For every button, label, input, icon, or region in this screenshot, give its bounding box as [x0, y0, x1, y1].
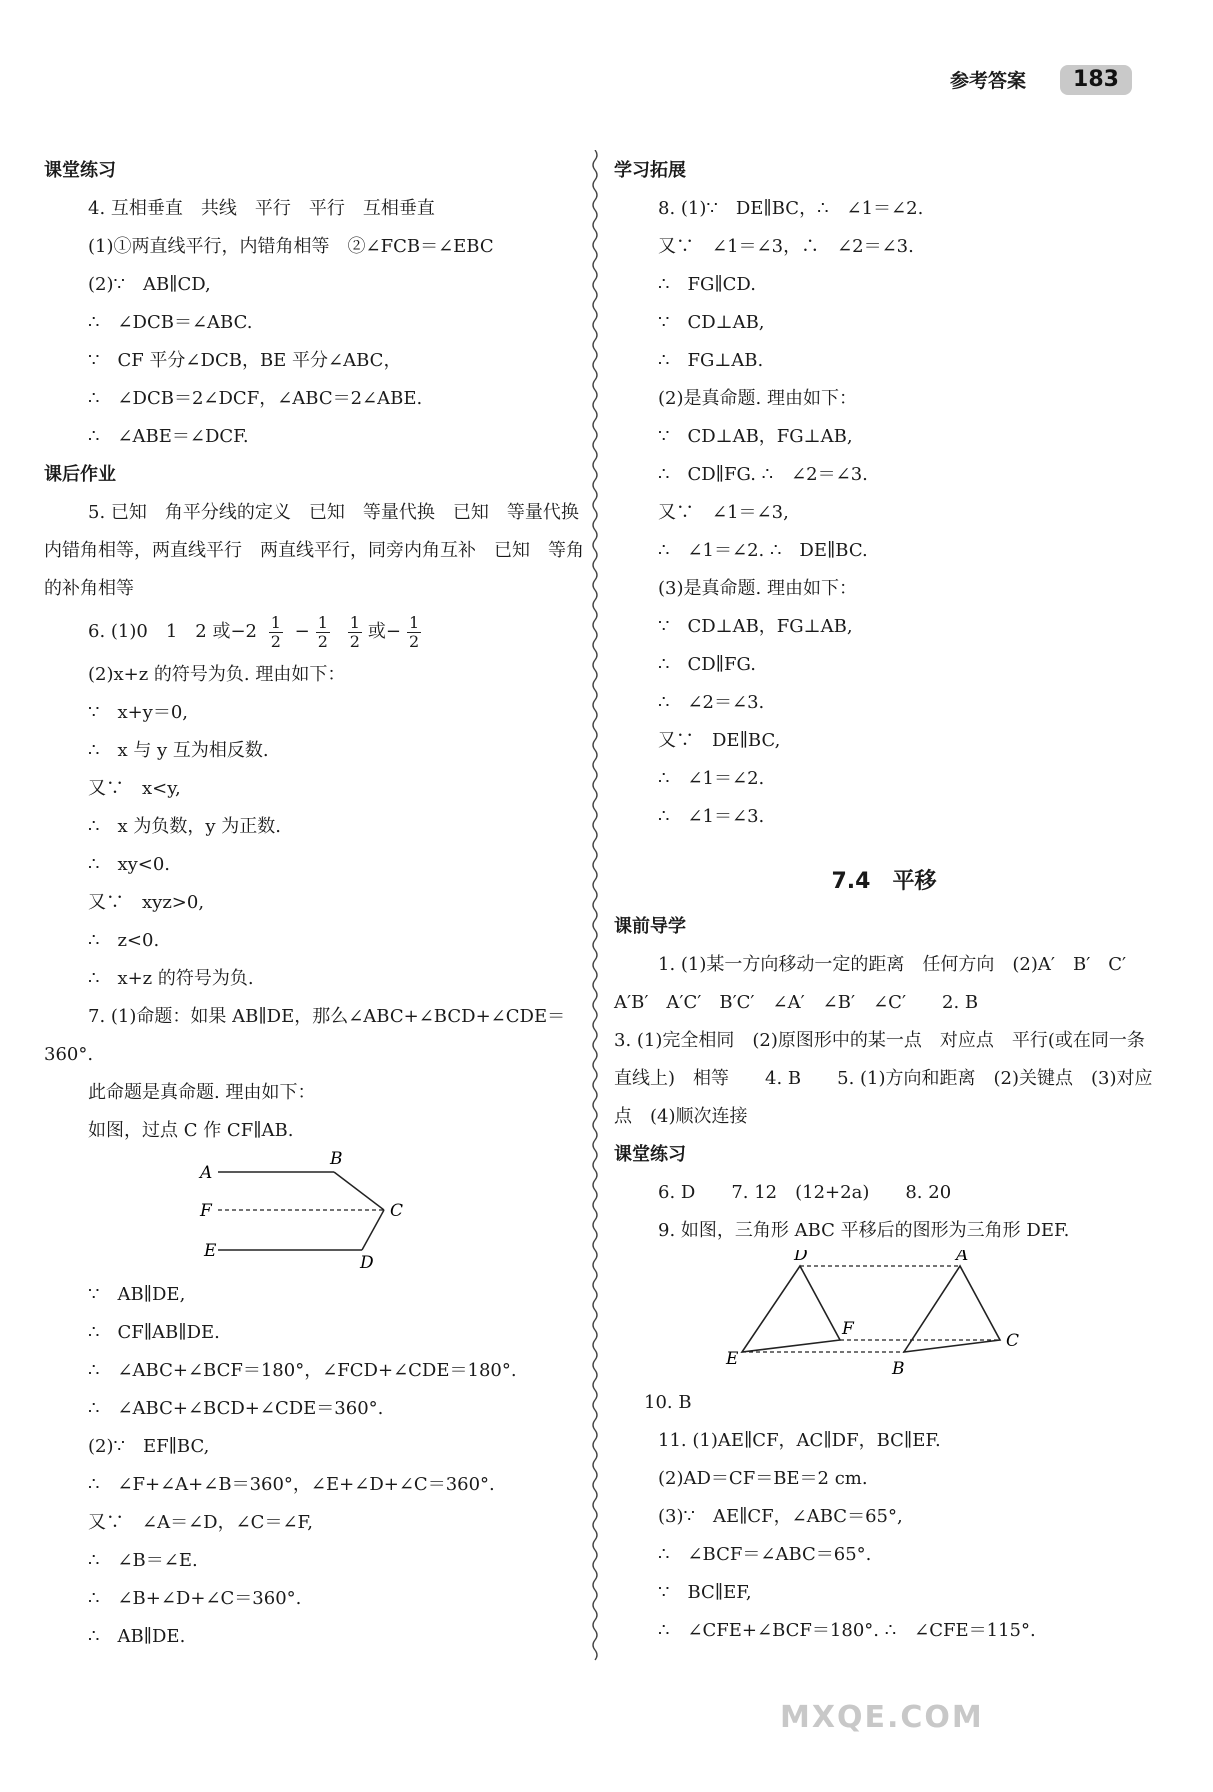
answer-line: 又∵ x<y,: [88, 778, 181, 799]
label-c: C: [1006, 1331, 1020, 1351]
answer-line: ∴ x+z 的符号为负.: [88, 968, 254, 989]
minus-sign: −: [294, 621, 310, 642]
answer-line: ∴ ∠F+∠A+∠B＝360°，∠E+∠D+∠C＝360°.: [88, 1474, 495, 1495]
section-heading-homework: 课后作业: [44, 464, 116, 485]
answer-line: ∵ CD⊥AB，FG⊥AB,: [658, 616, 853, 637]
geometry-figure-abcdef: [44, 1150, 584, 1276]
answer-line: ∴ ∠DCB＝2∠DCF，∠ABC＝2∠ABE.: [88, 388, 423, 409]
answer-line: 又∵ ∠A＝∠D，∠C＝∠F,: [88, 1512, 313, 1533]
page-number-badge: 183: [1060, 65, 1132, 95]
answer-line: 11. (1)AE∥CF，AC∥DF，BC∥EF.: [658, 1430, 941, 1451]
answer-line: ∴ CD∥FG. ∴ ∠2＝∠3.: [658, 464, 868, 485]
label-b: B: [330, 1150, 343, 1169]
answer-line: (2)是真命题. 理由如下：: [658, 388, 857, 409]
label-e: E: [726, 1349, 739, 1369]
triangle-def: [742, 1266, 840, 1352]
answer-line: 又∵ xyz>0,: [88, 892, 205, 913]
answer-line: (3)是真命题. 理由如下：: [658, 578, 857, 599]
answer-line: 6. D 7. 12 (12+2a) 8. 20: [658, 1182, 952, 1203]
triangle-abc: [904, 1266, 1000, 1352]
answer-line: ∵ x+y＝0,: [88, 702, 189, 723]
answer-line: ∴ ∠1＝∠2.: [658, 768, 765, 789]
label-f: F: [842, 1319, 854, 1339]
answer-line: ∴ ∠ABC+∠BCD+∠CDE＝360°.: [88, 1398, 384, 1419]
label-d: D: [360, 1253, 374, 1273]
right-column: [614, 152, 1154, 1650]
answer-line: ∵ AB∥DE,: [88, 1284, 186, 1305]
label-a: A: [956, 1250, 969, 1265]
figure-svg: [44, 1150, 584, 1276]
answer-line: 如图，过点 C 作 CF∥AB.: [88, 1120, 294, 1141]
answer-line: (3)∵ AE∥CF，∠ABC＝65°,: [658, 1506, 903, 1527]
section-heading-preview: 课前导学: [614, 916, 686, 937]
answer-line: ∴ CD∥FG.: [658, 654, 756, 675]
answer-line: 8. (1)∵ DE∥BC，∴ ∠1＝∠2.: [658, 198, 924, 219]
answer-line: ∴ xy<0.: [88, 854, 171, 875]
answer-line: ∴ ∠B＝∠E.: [88, 1550, 198, 1571]
answer-line: 此命题是真命题. 理由如下：: [88, 1082, 316, 1103]
answer-line: ∴ x 为负数，y 为正数.: [88, 816, 281, 837]
label-b: B: [892, 1359, 905, 1379]
answer-line: (2)∵ EF∥BC,: [88, 1436, 210, 1457]
answer-paragraph: 3. (1)完全相同 (2)原图形中的某一点 对应点 平行(或在同一条直线上) 相等 4. B 5. (1)方向和距离 (2)关键点 (3)对应点 (4)顺次连接: [614, 1030, 1153, 1127]
fraction: $\frac{1}{2}$: [408, 612, 420, 651]
answer-line-fractions: [44, 608, 584, 656]
column-divider: [588, 150, 602, 1670]
answer-line: 9. 如图，三角形 ABC 平移后的图形为三角形 DEF.: [658, 1220, 1070, 1241]
fraction: $\frac{1}{2}$: [349, 612, 360, 651]
label-d: D: [794, 1250, 808, 1265]
minus-sign: −: [385, 621, 401, 642]
answer-line: ∴ ∠1＝∠2. ∴ DE∥BC.: [658, 540, 868, 561]
answer-line: 4. 互相垂直 共线 平行 平行 互相垂直: [88, 198, 435, 219]
answer-line: ∴ ∠CFE+∠BCF＝180°. ∴ ∠CFE＝115°.: [658, 1620, 1036, 1641]
answer-line: ∴ AB∥DE.: [88, 1626, 186, 1647]
answer-line: (2)x+z 的符号为负. 理由如下：: [88, 664, 346, 685]
answer-line: 又∵ ∠1＝∠3，∴ ∠2＝∠3.: [658, 236, 914, 257]
section-title-7-4: 7.4 平移: [831, 869, 937, 894]
left-column: [44, 152, 597, 1656]
answer-line: ∴ ∠DCB＝∠ABC.: [88, 312, 253, 333]
answer-line: ∴ ∠ABE＝∠DCF.: [88, 426, 249, 447]
answer-line: 10. B: [644, 1392, 692, 1413]
section-heading-classroom-practice: 课堂练习: [44, 160, 116, 181]
label-e: E: [204, 1241, 217, 1261]
answer-line: 又∵ ∠1＝∠3,: [658, 502, 789, 523]
answer-line: ∴ ∠BCF＝∠ABC＝65°.: [658, 1544, 872, 1565]
or-text: 或: [367, 621, 386, 642]
answer-line: ∵ CF 平分∠DCB，BE 平分∠ABC，: [88, 350, 402, 371]
answer-line: ∴ ∠2＝∠3.: [658, 692, 765, 713]
answer-line: ∴ ∠B+∠D+∠C＝360°.: [88, 1588, 302, 1609]
answer-line: (2)AD＝CF＝BE＝2 cm.: [658, 1468, 868, 1489]
answer-line: ∴ CF∥AB∥DE.: [88, 1322, 220, 1343]
answer-line: ∴ FG⊥AB.: [658, 350, 764, 371]
answer-line: ∵ CD⊥AB,: [658, 312, 765, 333]
answer-line: (1)①两直线平行，内错角相等 ②∠FCB＝∠EBC: [88, 236, 494, 257]
answer-line: ∵ CD⊥AB，FG⊥AB,: [658, 426, 853, 447]
section-heading-classroom-practice-2: 课堂练习: [614, 1144, 686, 1165]
answer-text: 6. (1)0 1 2 或−2: [88, 621, 258, 642]
translation-figure: [614, 1250, 1154, 1384]
header-label: 参考答案: [950, 70, 1027, 92]
fraction: $\frac{1}{2}$: [317, 612, 328, 651]
answer-line: ∵ BC∥EF,: [658, 1582, 752, 1603]
answer-line: ∴ z<0.: [88, 930, 160, 951]
answer-line: ∴ FG∥CD.: [658, 274, 756, 295]
answer-line: ∴ ∠1＝∠3.: [658, 806, 765, 827]
answer-paragraph: 7. (1)命题：如果 AB∥DE，那么∠ABC+∠BCD+∠CDE＝360°.: [44, 1006, 566, 1065]
answer-paragraph: 5. 已知 角平分线的定义 已知 等量代换 已知 等量代换 内错角相等，两直线平行 两直线平行，同旁内角互补 已知 等角的补角相等: [44, 502, 597, 599]
label-f: F: [200, 1201, 212, 1221]
answer-line: (2)∵ AB∥CD,: [88, 274, 211, 295]
section-heading-extension: 学习拓展: [614, 160, 686, 181]
fraction: $\frac{1}{2}$: [270, 612, 281, 651]
segment-dc: [362, 1210, 384, 1250]
label-c: C: [390, 1201, 404, 1221]
answer-line: ∴ ∠ABC+∠BCF＝180°，∠FCD+∠CDE＝180°.: [88, 1360, 517, 1381]
figure-svg: [614, 1250, 1154, 1384]
answer-line: 又∵ DE∥BC,: [658, 730, 781, 751]
label-a: A: [200, 1163, 213, 1183]
answer-line: ∴ x 与 y 互为相反数.: [88, 740, 269, 761]
answer-paragraph: 1. (1)某一方向移动一定的距离 任何方向 (2)A′ B′ C′ A′B′ A′C′ B′C′ ∠A′ ∠B′ ∠C′ 2. B: [614, 954, 1145, 1013]
segment-bc: [334, 1172, 384, 1210]
watermark: MXQE.COM: [780, 1700, 984, 1735]
